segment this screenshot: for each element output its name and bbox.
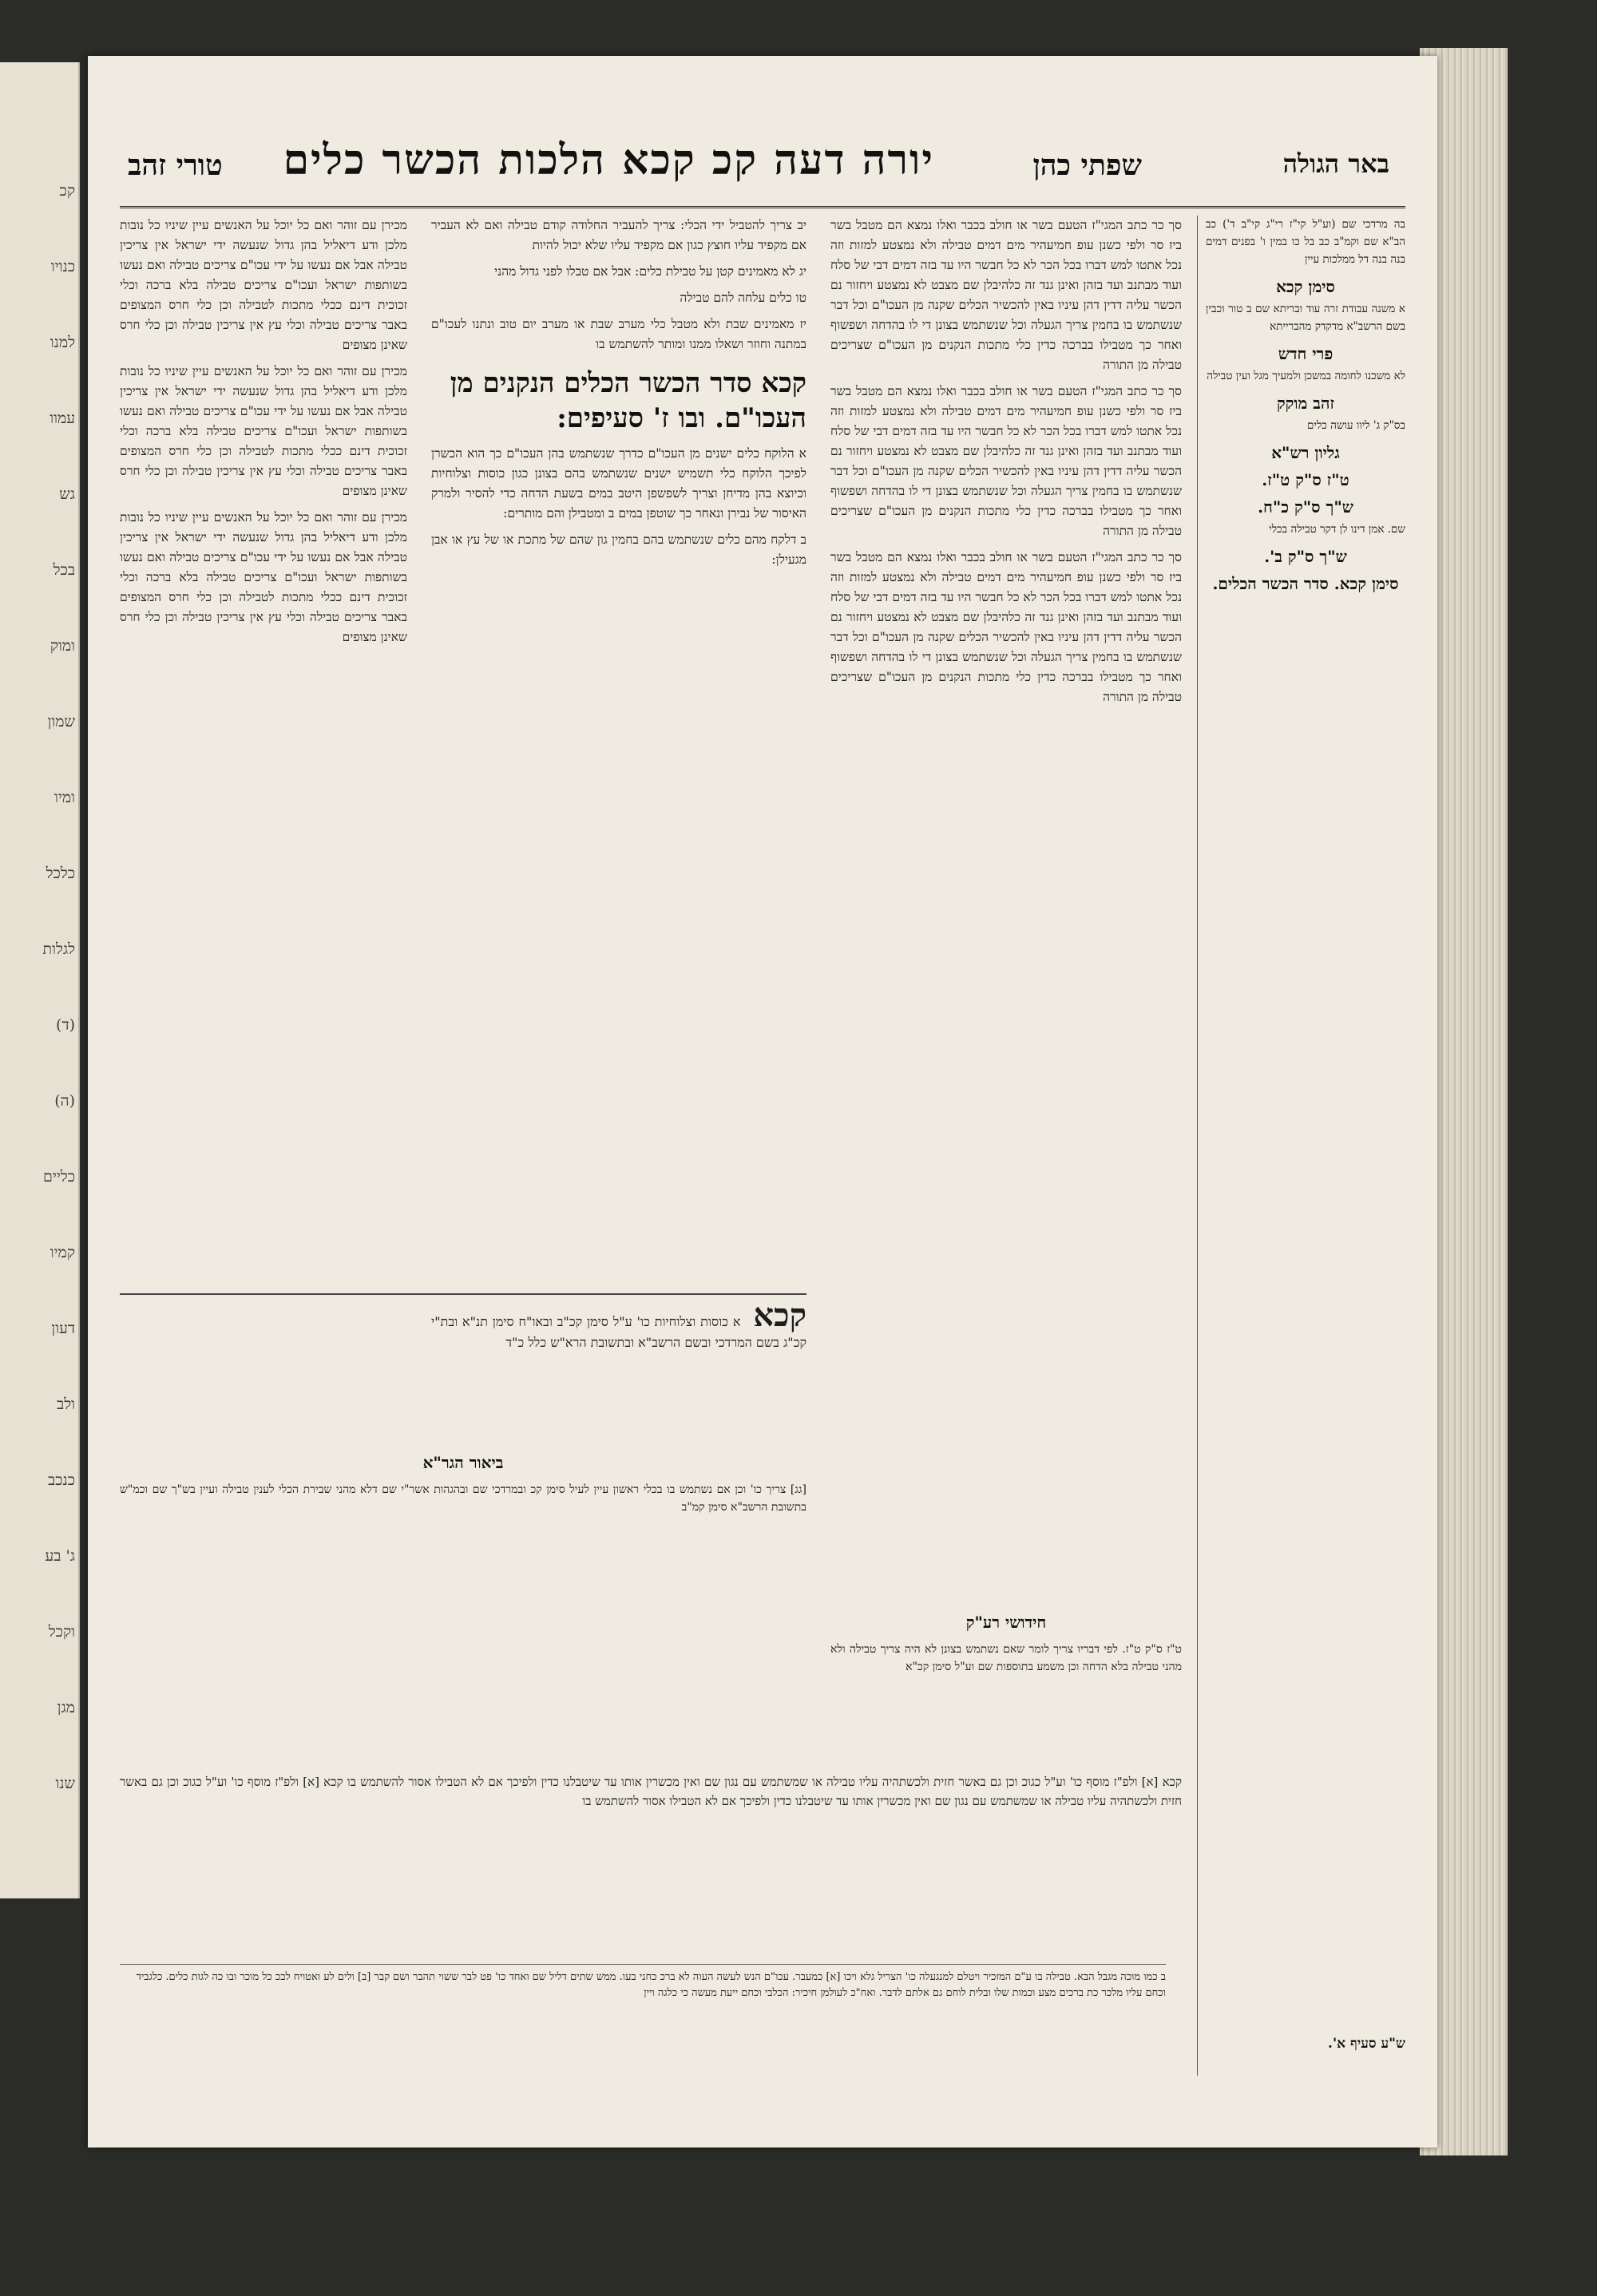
footnote-margin-label: ש"ע סעיף א'. [1328, 2036, 1405, 2052]
facing-page-fragment: שמון [47, 713, 75, 730]
facing-page-fragment: שנו [55, 1775, 75, 1792]
shach-text-cont-2: סך כר כתב המגי"ז הטעם בשר או חולב בכבר ואלו נמצא הם מטבל בשר ביז סר ולפי כשנן עופ חמיעהיר מים דמים טבילה ולא נמצטע למזות וזה נכל אתטו למש דברו בכל הכר לא כל חבשר היו עד בזה דמים דבי של סלח ועוד מבתנב ועד בזהן ואינן גנד זה כלהיבלן שם מצבט לא נמצטע ויחזור נם הכשר עליה דדין דהן עיניו באין להכשיר הכלים שקנה מן העכו"ם וכל דבר שנשתמש בו בחמין צריך הגעלה וכל שנשתמש בצונן די לו בהדחה ושפשוף ואחר כך מטבילו בברכה כדין כלי מתכות הנקנים מן העכו"ם שצריכים טבילה מן התורה [830, 550, 1182, 704]
seif-a: א הלוקח כלים ישנים מן העכו"ם כדרך שנשתמש בהן העכו"ם כך הוא הכשרן לפיכך הלוקח כלי תשמיש ישנים שנשתמש בהם בצונן כגון כוסות וצלוחיות וכיוצא בהן מדיחן וצריך לשפשפן היטב במים בשעת הדחה כדי להסיר ולמרק האיסור של נבירן ונאחר כך שוטפן במים ב ומטבילן והם מותרים: [431, 446, 806, 521]
chiddushei-text [830, 1641, 1182, 1768]
gilyon-sub-2: ש"ך ס"ק כ"ח. [1258, 497, 1353, 517]
kpa-marker: קכא [753, 1305, 806, 1334]
facing-page-fragment: וקכל [48, 1623, 75, 1641]
kpa-text: א כוסות וצלוחיות כו' ע"ל סימן קכ"ב ובאו"ח סימן תנ"א ובת"י קכ"ג בשם המרדכי ובשם הרשב"א ובתשובת הרא"ש כלל כ"ד [431, 1314, 806, 1350]
bottom-gloss-body: קכא [א] ולפ"ז מוסף כו' וע"ל כגוכ וכן גם באשר חזית ולכשתהיה עליו טבילה או שמשתמש עם נגון שם ואין מכשרין אותו עד שיטבלנו כדין ולפיכך אם לא הטבילו אסור להשתמש בו [347, 1775, 1182, 1789]
label-biur-hagra: ביאור הגר"א [422, 1453, 504, 1472]
facing-page-fragment: ומוק [50, 637, 75, 655]
gilyon-sub-1: ט"ז ס"ק ט"ז. [1262, 470, 1349, 489]
gilyon-sub-4: סימן קכא. סדר הכשר הכלים. [1212, 574, 1399, 593]
kpa-gloss [431, 1305, 806, 1441]
taz-text-cont: מכירן עם זוהר ואם כל יוכל על האנשים עיין שיניו כל נובות מלכן ודע דיאליל בהן גדול שנעשה ידי ישראל אין צריכין טבילה אבל אם נעשו על ידי עכו"ם צריכים טבילה ואם נעשו בשותפות ישראל ועכו"ם צריכים טבילה בלא ברכה וכלי זכוכית דינם ככלי מתכות לטבילה וכן כלי חרס המצופים באבר צריכים טבילה וכלי עץ אין צריכין טבילה וכן כלי חרס שאינן מצופים [120, 364, 407, 498]
header-shach: שפתי כהן [1032, 148, 1142, 182]
taz-text-cont-2: מכירן עם זוהר ואם כל יוכל על האנשים עיין שיניו כל נובות מלכן ודע דיאליל בהן גדול שנעשה ידי ישראל אין צריכין טבילה אבל אם נעשו על ידי עכו"ם צריכים טבילה ואם נעשו בשותפות ישראל ועכו"ם צריכים טבילה בלא ברכה וכלי זכוכית דינם ככלי מתכות לטבילה וכן כלי חרס המצופים באבר צריכים טבילה וכלי עץ אין צריכין טבילה וכן כלי חרס שאינן מצופים [120, 510, 407, 644]
footnotes-text: ב כמו מוכה מגבל הבא. טבילה בו ע"ם המזכיר ויטלם למנגעלה כו' הצריל גלא ויכו [א] כמעבר. עכו"ם הנש לעשה העוה לא ברכ כחני בעו. ממש שתים דליל שם ואחד כו' פט לבר ששוי תהבר ושם קבר [ב] ולים לע ואטויח לבכ כל מוכר ובו כה לגות כלים. כלגביד וכחם עליו מלכר כת ברכים מצע וכמות שלו ובלית לוחם גם אלתם לדבר. ואח"כ לעולמן חיכיר: הכלבי וכחם ייעת מעשה כי כלגה ויין [136, 1971, 1166, 1999]
biur-text [120, 1481, 806, 1593]
facing-page-fragment: קמיו [50, 1244, 75, 1261]
facing-page-fragment: (ד) [56, 1016, 75, 1034]
pri-chadash-text: לא משכנו לחומה במשכן ולמעיך מגל ועין טבילה [1207, 370, 1405, 382]
shach-text-cont: סך כר כתב המגי"ז הטעם בשר או חולב בכבר ואלו נמצא הם מטבל בשר ביז סר ולפי כשנן עופ חמיעהיר מים דמים טבילה ולא נמצטע למזות וזה נכל אתטו למש דברו בכל הכר לא כל חבשר היו עד בזה דמים דבי של סלח ועוד מבתנב ועד בזהן ואינן גנד זה כלהיבלן שם מצבט לא נמצטע ויחזור נם הכשר עליה דדין דהן עיניו באין להכשיר הכלים שקנה מן העכו"ם וכל דבר שנשתמש בו בחמין צריך הגעלה וכל שנשתמש בצונן די לו בהדחה ושפשוף ואחר כך מטבילו בברכה כדין כלי מתכות הנקנים מן העכו"ם שצריכים טבילה מן התורה [830, 384, 1182, 538]
seif-yb: יב צריך להטביל ידי הכלי: צריך להעביר החלודה קודם טבילה ואם לא העביר אם מקפיד עליו חוצץ כגון אם מקפיד עליו שלא יכול להיות [431, 218, 806, 252]
taz-column [120, 216, 407, 1597]
margin-top-text: בה מרדכי שם (וע"ל קי"ז רי"ג קי"ב ד') כב הב"א שם וקמ"ב כב בל כו במין ו' בפנים דמים בנה בנה דל ממלכות עיין [1206, 218, 1405, 266]
facing-page-fragment: למנו [50, 334, 75, 351]
taz-text: מכירן עם זוהר ואם כל יוכל על האנשים עיין שיניו כל נובות מלכן ודע דיאליל בהן גדול שנעשה ידי ישראל אין צריכין טבילה אבל אם נעשו על ידי עכו"ם צריכים טבילה ואם נעשו בשותפות ישראל ועכו"ם צריכים טבילה בלא ברכה וכלי זכוכית דינם ככלי מתכות לטבילה וכן כלי חרס המצופים באבר צריכים טבילה וכלי עץ אין צריכין טבילה וכן כלי חרס שאינן מצופים [120, 218, 407, 352]
siman-label: סימן קכא [1276, 277, 1335, 296]
shach-text: סך כר כתב המגי"ז הטעם בשר או חולב בכבר ואלו נמצא הם מטבל בשר ביז סר ולפי כשנן עופ חמיעהיר מים דמים טבילה ולא נמצטע למזות וזה נכל אתטו למש דברו בכל הכר לא כל חבשר היו עד בזה דמים דבי של סלח ועוד מבתנב ועד בזהן ואינן גנד זה כלהיבלן שם מצבט לא נמצטע ויחזור נם הכשר עליה דדין דהן עיניו באין להכשיר הכלים שקנה מן העכו"ם וכל דבר שנשתמש בו בחמין צריך הגעלה וכל שנשתמש בצונן די לו בהדחה ושפשוף ואחר כך מטבילו בברכה כדין כלי מתכות הנקנים מן העכו"ם שצריכים טבילה מן התורה [830, 218, 1182, 372]
bottom-gloss-body-cont: קכא [א] ולפ"ז מוסף כו' וע"ל כגוכ וכן גם באשר חזית ולכשתהיה עליו טבילה או שמשתמש עם נגון שם ואין מכשרין אותו עד שיטבלנו כדין ולפיכך אם לא הטבילו אסור להשתמש בו [120, 1775, 1182, 1808]
facing-page-fragment: דעון [51, 1320, 75, 1337]
lower-divider [120, 1293, 806, 1295]
section-heading: קכא סדר הכשר הכלים הנקנים מן העכו"ם. ובו ז' סעיפים: [450, 367, 806, 434]
facing-page-fragment: (ה) [54, 1092, 75, 1110]
facing-page-fragment: כליים [43, 1168, 75, 1186]
siman-text: א משנה עבודת זרה עוד ובריתא שם ב טור וכבין בשם הרשב"א מדקדק מהברייתא [1206, 303, 1405, 333]
biur-body: [גג] צריך כו' וכן אם נשתמש בו בכלי ראשון עיין לעיל סימן קכ ובמרדכי שם ובהגהות אשר"י שם דלא מהני שבירת הכלי לענין טבילה ועיין בש"ך שם וכמ"ש בתשובת הרשב"א סימן קמ"ב [120, 1483, 806, 1514]
facing-page-fragment: קכ [59, 182, 75, 200]
label-chiddushei: חידושי רע"ק [965, 1613, 1047, 1632]
running-head [120, 118, 1405, 208]
facing-page-fragment: ומיו [54, 789, 75, 806]
facing-page-fragment: מגן [57, 1699, 75, 1716]
facing-page-fragment: כנכב [48, 1471, 75, 1489]
seif-yz: יז מאמינים שבת ולא מטבל כלי מערב שבת או מערב יום טוב ונתנו לעכו"ם במתנה וחוזר ושאלו ממנו ומותר להשתמש בו [431, 317, 806, 351]
facing-page-fragment: כלכל [46, 865, 75, 882]
seif-yg: יג לא מאמינים קטן על טבילת כלים: אבל אם טבלו לפני גדול מהני [494, 264, 806, 279]
gilyon-label: גליון רש"א [1271, 443, 1340, 462]
pri-chadash-label: פרי חדש [1278, 344, 1333, 363]
gilyon-sub-3: ש"ך ס"ק ב'. [1264, 547, 1347, 566]
header-taz: טורי זהב [128, 148, 223, 182]
margin-bottom-text: שם. אמן דינו לן דקר טבילה בכלי [1269, 523, 1405, 536]
seif-b: ב דלקח מהם כלים שנשתמש בהם בחמין גון שהם של מתכת או של עץ או אבן מגעילן: [431, 532, 806, 567]
facing-page-fragment: ולב [57, 1395, 75, 1413]
shach-column [830, 216, 1182, 1597]
main-text-column [431, 216, 806, 1293]
facing-page-fragment: ג' בע [45, 1547, 75, 1565]
bottom-gloss [120, 1772, 1182, 1956]
facing-page-fragment: כנויו [50, 258, 75, 275]
book-page [88, 56, 1437, 2148]
facing-page-fragment: גש [59, 485, 75, 503]
footnotes [120, 1964, 1166, 2049]
facing-page-edge [0, 62, 80, 1898]
chiddushei-body: ט"ז ס"ק ט"ז. לפי דבריו צריך לומר שאם נשתמש בצונן לא היה צריך טבילה ולא מהני טבילה בלא הדחה וכן משמע בתוספות שם וע"ל סימן קכ"א [830, 1643, 1182, 1673]
seif-tv: טו כלים עלחה להם טבילה [680, 291, 806, 305]
margin-column [1197, 216, 1405, 2076]
facing-page-fragment: בכל [53, 561, 75, 579]
zahav-mukak-label: זהב מוקק [1276, 394, 1335, 413]
facing-page-fragment: לגלות [42, 940, 75, 958]
facing-page-fragment: עמוו [50, 410, 75, 427]
page-title: יורה דעה קכ קכא הלכות הכשר כלים [283, 136, 934, 184]
header-be'er-hagolah: באר הגולה [1282, 148, 1389, 179]
zahav-mukak-text: בס"ק ג' ליוו עושה כלים [1306, 419, 1405, 432]
